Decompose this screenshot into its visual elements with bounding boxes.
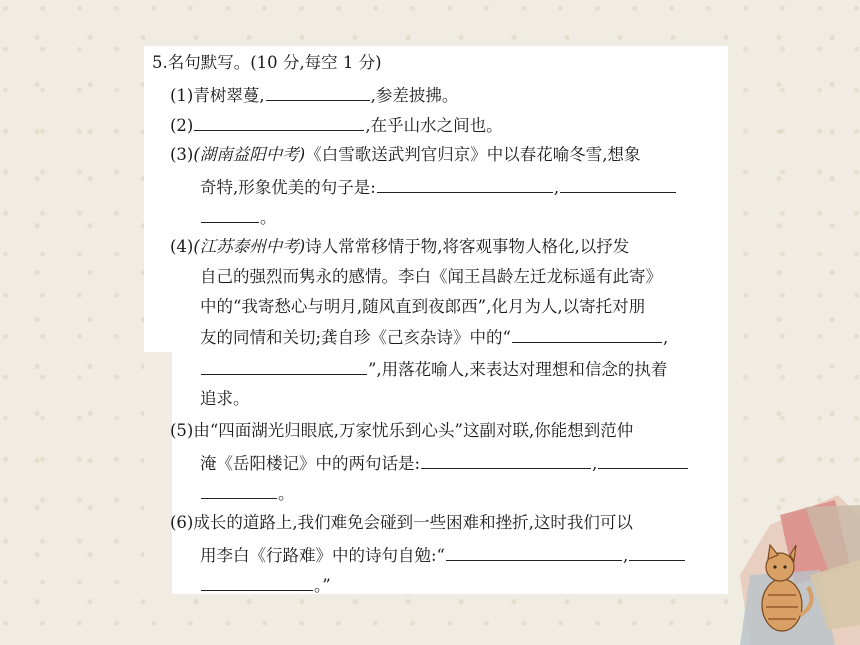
panel-notch [144,352,172,594]
answer-blank[interactable] [201,574,313,591]
answer-blank[interactable] [201,206,259,223]
item-5-line-2: 淹《岳阳楼记》中的两句话是: , [200,452,689,475]
answer-blank[interactable] [512,326,662,343]
item-5-line-1: (5)由“四面湖光归眼底,万家忧乐到心头”这副对联,你能想到范仲 [170,421,634,440]
source-tag: (江苏泰州中考) [193,237,306,256]
answer-blank[interactable] [266,84,370,101]
source-tag: (湖南益阳中考) [193,145,306,164]
answer-blank[interactable] [194,114,364,131]
answer-blank[interactable] [629,544,685,561]
item-6-line-1: (6)成长的道路上,我们难免会碰到一些困难和挫折,这时我们可以 [170,513,633,532]
item-4-line-5: ”,用落花喻人,来表达对理想和信念的执着 [200,358,667,381]
answer-blank[interactable] [421,452,591,469]
answer-blank[interactable] [598,452,688,469]
item-3-line-3: 。 [200,206,277,229]
item-4-line-2: 自己的强烈而隽永的感情。李白《闻王昌龄左迁龙标遥有此寄》 [200,267,662,286]
item-3-line-1: (3)(湖南益阳中考)《白雪歌送武判官归京》中以春花喻冬雪,想象 [170,145,641,164]
item-5-line-3: 。 [200,482,295,505]
cat-patchwork-decoration [710,455,860,645]
item-2: (2) ,在乎山水之间也。 [170,116,503,135]
answer-blank[interactable] [201,482,277,499]
answer-blank[interactable] [377,176,553,193]
item-4-line-6: 追求。 [200,389,250,408]
item-6-line-2: 用李白《行路难》中的诗句自勉:“ , [200,544,686,567]
item-1: (1)青树翠蔓, ,参差披拂。 [170,86,459,105]
item-3-line-2: 奇特,形象优美的句子是: , [200,176,677,199]
item-4-line-3: 中的“我寄愁心与明月,随风直到夜郎西”,化月为人,以寄托对朋 [200,297,646,316]
question-header: 5.名句默写。(10 分,每空 1 分) [152,53,382,72]
answer-blank[interactable] [201,358,367,375]
answer-blank[interactable] [560,176,676,193]
item-6-line-3: 。” [200,574,331,597]
item-4-line-1: (4)(江苏泰州中考)诗人常常移情于物,将客观事物人格化,以抒发 [170,237,630,256]
item-4-line-4: 友的同情和关切;龚自珍《己亥杂诗》中的“ , [200,328,669,347]
answer-blank[interactable] [446,544,622,561]
